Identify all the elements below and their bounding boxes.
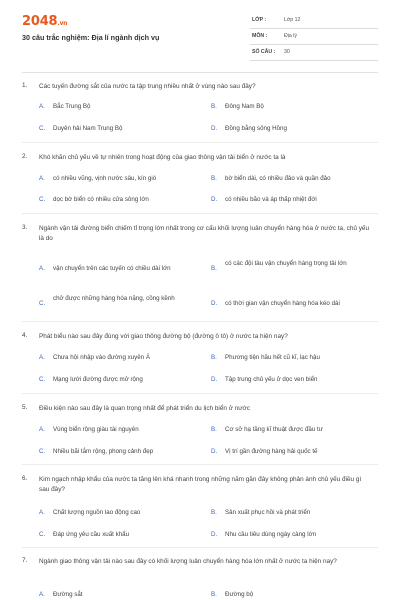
option-letter: A. [39, 509, 45, 516]
option-text: Cơ sở hạ tầng kĩ thuật được đầu tư [225, 426, 323, 433]
option-text: Đường sắt [53, 591, 83, 598]
option-letter: D. [211, 531, 218, 538]
option-text: chở được những hàng hóa nặng, cồng kềnh [53, 295, 175, 302]
meta-label: SỐ CÂU : [252, 49, 276, 55]
option-text: Đông Nam Bộ [225, 103, 264, 110]
option-text: Đáp ứng yêu cầu xuất khẩu [53, 531, 130, 538]
question-divider [22, 142, 378, 143]
option-text: Đồng bằng sông Hồng [225, 125, 287, 132]
option-letter: B. [211, 354, 217, 361]
meta-value: Địa lý [284, 33, 297, 39]
option-letter: C. [39, 531, 46, 538]
question-divider [22, 547, 378, 548]
option-text: Vị trí gần đường hàng hải quốc tế [225, 448, 318, 455]
option-letter: C. [39, 448, 46, 455]
option-letter: D. [211, 376, 218, 383]
option-text: Tập trung chủ yếu ở dọc ven biển [225, 376, 318, 383]
option-text: bờ biển dài, có nhiều đảo và quần đảo [225, 175, 331, 182]
meta-label: MÔN : [252, 33, 268, 39]
page-header [0, 0, 400, 70]
option-text: Đường bộ [225, 591, 254, 598]
question-text: Phát biểu nào sau đây đúng với giao thông đường bộ (đường ô tô) ở nước ta hiện nay? [39, 333, 288, 340]
option-letter: D. [211, 196, 218, 203]
option-text: có thời gian vận chuyển hàng hóa kéo dài [225, 300, 340, 307]
option-letter: C. [39, 300, 46, 307]
question-text: Ngành vận tải đường biển chiếm tỉ trọng lớn nhất trong cơ cấu khối lượng luân chuyển hàng hóa ở nước ta, chủ yếu là do [39, 225, 370, 242]
question-text: Điều kiện nào sau đây là quan trọng nhất để phát triển du lịch biển ở nước [39, 405, 250, 412]
option-letter: D. [211, 300, 218, 307]
option-text: Chưa hội nhập vào đường xuyên Á [53, 354, 150, 361]
option-text: Nhu cầu tiêu dùng ngày càng lớn [225, 531, 317, 538]
option-text: Duyên hải Nam Trung Bộ [53, 125, 123, 132]
option-text: Nhiều bãi tắm rộng, phong cảnh đẹp [53, 448, 154, 455]
logo-suffix: .vn [57, 20, 68, 27]
meta-row-subject [250, 29, 378, 45]
option-letter: C. [39, 125, 46, 132]
option-letter: D. [211, 125, 218, 132]
option-letter: B. [211, 175, 217, 182]
option-letter: B. [211, 265, 217, 272]
option-letter: A. [39, 103, 45, 110]
option-letter: A. [39, 175, 45, 182]
option-text: Chất lượng nguồn lao động cao [53, 509, 141, 516]
option-text: có các đội tàu vận chuyển hàng trọng tải lớn [225, 260, 347, 267]
question-divider [22, 213, 378, 214]
question-number: 5. [22, 404, 28, 411]
question-text: Khó khăn chủ yếu về tự nhiên trong hoạt động của giao thông vận tải biển ở nước ta là [39, 154, 286, 161]
option-text: Mạng lưới đường được mở rộng [53, 376, 143, 383]
option-letter: B. [211, 426, 217, 433]
question-number: 1. [22, 82, 28, 89]
meta-value: 30 [284, 49, 290, 55]
option-text: có nhiều vũng, vịnh nước sâu, kín gió [53, 175, 157, 182]
option-text: có nhiều bão và áp thấp nhiệt đới [225, 196, 317, 203]
meta-value: Lớp 12 [284, 17, 301, 23]
option-text: Sản xuất phục hồi và phát triển [225, 509, 311, 516]
question-number: 3. [22, 224, 28, 231]
document-meta [250, 13, 378, 61]
question-divider [22, 393, 378, 394]
logo-text: 2048 [22, 14, 58, 29]
meta-row-class [250, 13, 378, 29]
option-text: Bắc Trung Bộ [53, 103, 91, 110]
option-letter: C. [39, 376, 46, 383]
header-divider [22, 72, 378, 73]
option-text: dọc bờ biển có nhiều cửa sông lớn [53, 196, 149, 203]
question-text: Các tuyến đường sắt của nước ta tập trung nhiều nhất ở vùng nào sau đây? [39, 83, 256, 90]
question-number: 4. [22, 332, 28, 339]
question-divider [22, 321, 378, 322]
option-text: Phương tiện hầu hết cũ kĩ, lạc hậu [225, 354, 320, 361]
option-letter: B. [211, 103, 217, 110]
option-letter: A. [39, 591, 45, 598]
option-letter: A. [39, 354, 45, 361]
site-logo[interactable] [22, 14, 67, 29]
question-number: 2. [22, 153, 28, 160]
option-text: vận chuyển trên các tuyến có chiều dài lớn [53, 265, 171, 272]
option-text: Vùng biển rộng giàu tài nguyên [53, 426, 139, 433]
question-divider [22, 464, 378, 465]
option-letter: C. [39, 196, 46, 203]
question-number: 6. [22, 475, 28, 482]
question-text: Kim ngạch nhập khẩu của nước ta tăng lên khá nhanh trong những năm gần đây không phản ánh chủ yếu điều gì sau đây? [39, 476, 362, 493]
option-letter: A. [39, 426, 45, 433]
meta-row-count [250, 45, 378, 61]
option-letter: D. [211, 448, 218, 455]
option-letter: B. [211, 509, 217, 516]
question-text: Ngành giao thông vận tải nào sau đây có khối lượng luân chuyển hàng hóa lớn nhất ở nước ta hiện nay? [39, 558, 337, 565]
meta-label: LỚP : [252, 17, 267, 23]
option-letter: A. [39, 265, 45, 272]
option-letter: B. [211, 591, 217, 598]
question-number: 7. [22, 557, 28, 564]
document-title: 30 câu trắc nghiệm: Địa lí ngành dịch vụ [22, 33, 160, 42]
